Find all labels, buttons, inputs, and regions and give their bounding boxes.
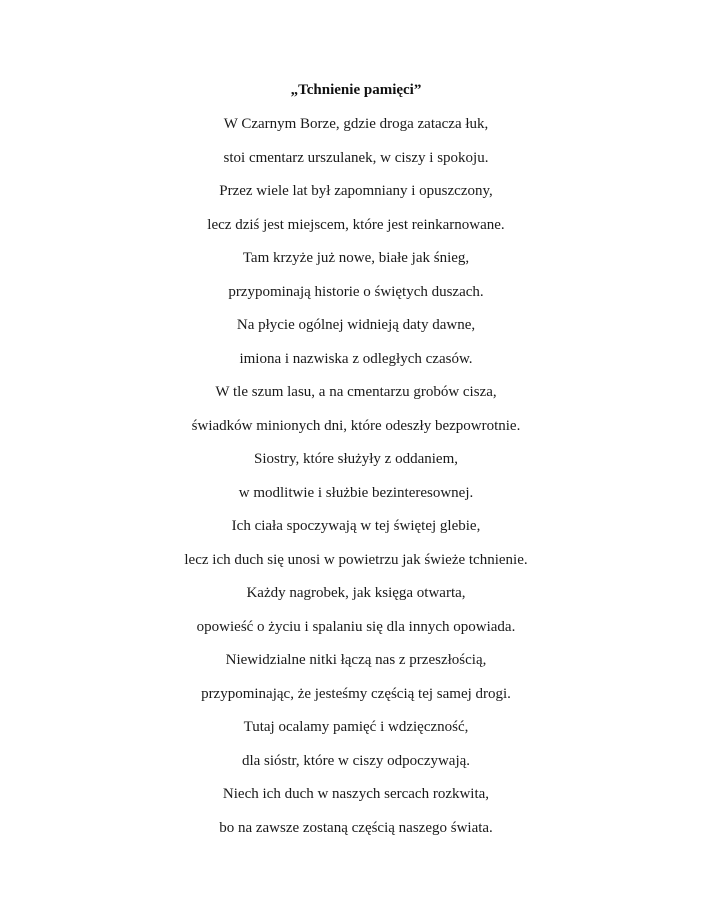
poem-line: Niech ich duch w naszych sercach rozkwita,: [222, 786, 490, 802]
poem-line: w modlitwie i służbie bezinteresownej.: [238, 484, 474, 501]
poem-line: świadków minionych dni, które odeszły bezpowrotnie.: [191, 417, 521, 434]
poem-line: Siostry, które służyły z oddaniem,: [254, 451, 458, 467]
poem-line: Tutaj ocalamy pamięć i wdzięczność,: [243, 719, 469, 735]
poem-line: lecz ich duch się unosi w powietrzu jak świeże tchnienie.: [184, 551, 528, 568]
poem-line: przypominają historie o świętych duszach.: [228, 283, 484, 300]
poem-line: W tle szum lasu, a na cmentarzu grobów cisza,: [215, 384, 497, 400]
poem-line: W Czarnym Borze, gdzie droga zatacza łuk,: [223, 116, 489, 132]
poem-line: Ich ciała spoczywają w tej świętej glebie,: [231, 518, 481, 534]
poem-line: dla sióstr, które w ciszy odpoczywają.: [241, 752, 471, 769]
poem-line: Niewidzialne nitki łączą nas z przeszłością,: [225, 652, 487, 668]
poem-line: imiona i nazwiska z odległych czasów.: [239, 350, 473, 367]
poem-line: opowieść o życiu i spalaniu się dla innych opowiada.: [196, 618, 516, 635]
poem-line: stoi cmentarz urszulanek, w ciszy i spokoju.: [223, 149, 489, 166]
poem-line: Każdy nagrobek, jak księga otwarta,: [246, 585, 466, 601]
poem-line: Na płycie ogólnej widnieją daty dawne,: [236, 317, 476, 333]
poem-line: lecz dziś jest miejscem, które jest reinkarnowane.: [207, 216, 505, 233]
poem-line: Przez wiele lat był zapomniany i opuszczony,: [219, 183, 493, 199]
poem-body: [0, 115, 712, 852]
poem-line: bo na zawsze zostaną częścią naszego świata.: [219, 819, 493, 836]
poem-title: „Tchnienie pamięci”: [290, 82, 422, 98]
poem-line: Tam krzyże już nowe, białe jak śnieg,: [242, 250, 470, 266]
poem-line: przypominając, że jesteśmy częścią tej samej drogi.: [201, 685, 511, 702]
